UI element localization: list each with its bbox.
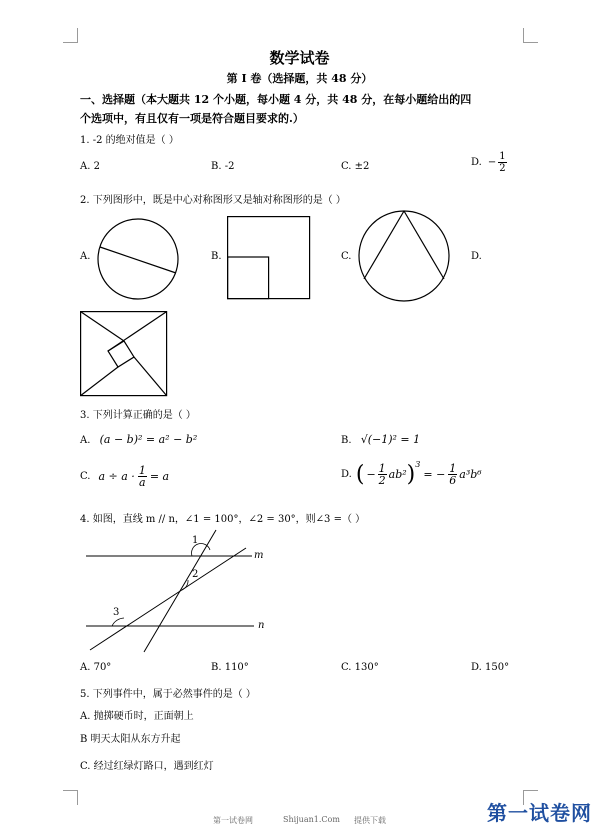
- q3-stem: 3. 下列计算正确的是（ ）: [80, 410, 196, 421]
- q2-stem: 2. 下列图形中，既是中心对称图形又是轴对称图形的是（ ）: [80, 195, 346, 206]
- q2-figure-d-pinwheel-square: [80, 311, 168, 397]
- q3-option-d-fraction-1: [378, 463, 387, 486]
- q4-figure-label-line-n: n: [258, 620, 265, 631]
- q5-stem: 5. 下列事件中，属于必然事件的是（ ）: [80, 689, 256, 700]
- q4-option-d: D. 150°: [471, 662, 510, 673]
- q3-option-a-expression: (a − b)² = a² − b²: [99, 433, 198, 446]
- footer-site-name: 第一试卷网: [213, 816, 253, 825]
- q1-option-b: B. -2: [211, 161, 235, 172]
- q1-option-d-fraction: [498, 151, 506, 174]
- q3-option-d-tail: a³b⁶: [459, 468, 482, 481]
- q1-option-d-label: D.: [471, 157, 482, 168]
- q3-option-d-denominator-2: 6: [449, 474, 457, 487]
- q4-option-b: B. 110°: [211, 662, 249, 673]
- q3-option-d-right-paren: ): [406, 462, 416, 487]
- crop-mark-top-left: [63, 28, 78, 43]
- q2-figure-c-circle-inscribed-angle: [358, 209, 450, 303]
- q3-option-d-left-paren: (: [355, 462, 365, 487]
- q3-option-c-denominator: a: [139, 476, 146, 489]
- q2-option-b: B.: [211, 251, 222, 262]
- q4-figure-label-angle-1: 1: [192, 535, 199, 546]
- q3-option-b: [341, 433, 420, 446]
- q1-option-d-numerator: 1: [499, 151, 506, 162]
- q4-figure-label-line-m: m: [254, 550, 264, 561]
- q3-option-d-fraction-2: [448, 463, 457, 486]
- q4-option-a: A. 70°: [80, 662, 112, 673]
- q3-option-d-numerator-2: 1: [449, 462, 457, 475]
- q4-option-c: C. 130°: [341, 662, 379, 673]
- q3-option-c-right: = a: [149, 470, 170, 483]
- q3-option-b-label: B.: [341, 435, 352, 446]
- q4-figure-label-angle-2: 2: [192, 569, 199, 580]
- q1-option-d-sign: −: [487, 157, 497, 168]
- q5-option-a: A. 抛掷硬币时，正面朝上: [80, 711, 194, 722]
- q3-option-d: [341, 462, 482, 487]
- q3-option-d-equals: = −: [423, 468, 446, 481]
- q3-option-d-label: D.: [341, 469, 352, 480]
- q2-figure-b-nested-squares: [227, 216, 311, 300]
- footer-download-note: 提供下载: [354, 816, 386, 825]
- q4-figure-label-angle-3: 3: [113, 607, 120, 618]
- q2-option-c: C.: [341, 251, 352, 262]
- part1-instruction-line2: 个选项中，有且仅有一项是符合题目要求的.）: [80, 112, 304, 125]
- q1-option-d-denominator: 2: [499, 163, 506, 174]
- footer-site-url[interactable]: Shijuan1.Com: [283, 815, 340, 824]
- q4-stem: 4. 如图，直线 m // n，∠1 = 100°，∠2 = 30°，则∠3 =（ ）: [80, 514, 366, 525]
- q3-option-b-expression: √(−1)² = 1: [360, 433, 421, 446]
- q1-stem: 1. -2 的绝对值是（ ）: [80, 135, 179, 146]
- q2-figure-a-circle-chord: [96, 217, 180, 301]
- q2-option-d: D.: [471, 251, 482, 262]
- q3-option-a-label: A.: [80, 435, 91, 446]
- q4-figure-parallel-lines: [84, 530, 274, 654]
- q3-option-d-exponent: 3: [415, 460, 421, 469]
- q3-option-a: [80, 433, 197, 446]
- footer-brand-logo: 第一试卷网: [487, 801, 592, 825]
- q3-option-d-denominator-1: 2: [378, 474, 386, 487]
- q1-option-d: [471, 151, 507, 174]
- q5-option-b: B 明天太阳从东方升起: [80, 734, 181, 745]
- q3-option-d-middle: ab²: [388, 468, 407, 481]
- q1-option-a: A. 2: [80, 161, 100, 172]
- q2-option-a: A.: [80, 251, 91, 262]
- q3-option-d-sign: −: [366, 468, 376, 481]
- q3-option-d-numerator-1: 1: [378, 462, 386, 475]
- part1-instruction-line1: 一、选择题（本大题共 12 个小题，每小题 4 分，共 48 分，在每小题给出的四: [80, 93, 472, 106]
- section-title: 第 I 卷（选择题，共 48 分）: [226, 72, 373, 85]
- document-title: 数学试卷: [269, 49, 330, 67]
- q3-option-c-numerator: 1: [138, 464, 146, 477]
- q3-option-c-left: a ÷ a ·: [98, 470, 135, 483]
- q3-option-c-fraction: [138, 465, 147, 488]
- q5-option-c: C. 经过红绿灯路口，遇到红灯: [80, 761, 214, 772]
- crop-mark-top-right: [523, 28, 538, 43]
- crop-mark-bottom-left: [63, 790, 78, 805]
- q3-option-c-label: C.: [80, 471, 91, 482]
- q1-option-c: C. ±2: [341, 161, 370, 172]
- q3-option-c: [80, 465, 169, 488]
